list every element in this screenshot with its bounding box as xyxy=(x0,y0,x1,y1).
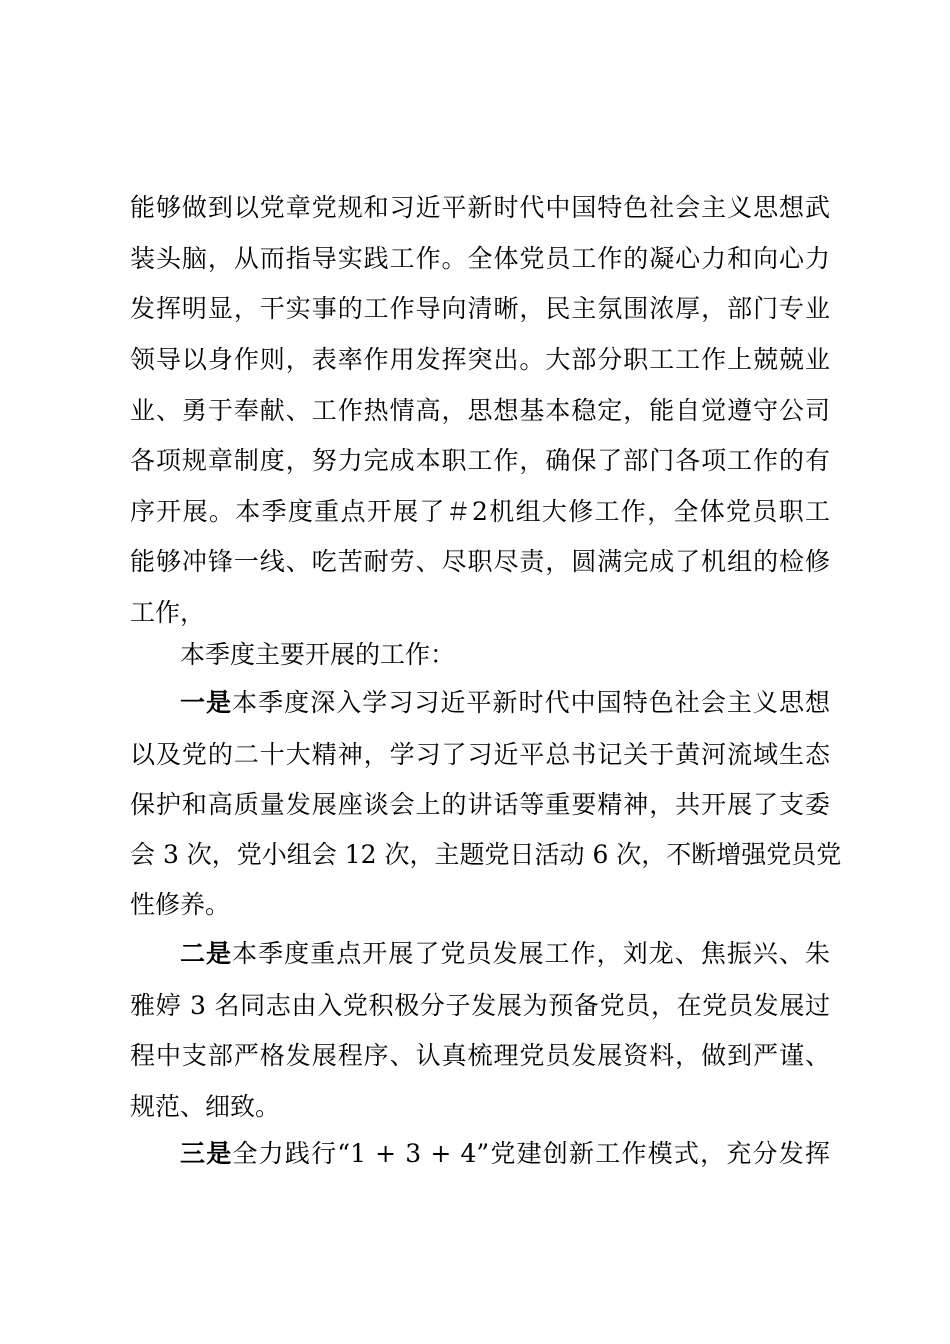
text-line: 以及党的二十大精神，学习了习近平总书记关于黄河流域生态 xyxy=(130,740,830,769)
text-line: 能够冲锋一线、吃苦耐劳、尽职尽责，圆满完成了机组的检修 xyxy=(130,547,830,576)
text-line: 本季度主要开展的工作： xyxy=(180,640,456,669)
text-line: 工作， xyxy=(130,598,206,627)
text-line: 发挥明显，干实事的工作导向清晰，民主氛围浓厚，部门专业 xyxy=(130,294,830,323)
text-line: 各项规章制度，努力完成本职工作，确保了部门各项工作的有 xyxy=(130,446,830,475)
text-line: 序开展。本季度重点开展了＃2机组大修工作，全体党员职工 xyxy=(130,497,830,526)
text-line: 会 3 次，党小组会 12 次，主题党日活动 6 次，不断增强党员党 xyxy=(130,840,842,869)
item-lead: 三是 xyxy=(180,1139,233,1168)
item-lead: 二是 xyxy=(180,939,233,968)
text-line-first xyxy=(180,688,830,718)
text-line: 保护和高质量发展座谈会上的讲话等重要精神，共开展了支委 xyxy=(130,790,830,819)
text-line: 程中支部严格发展程序、认真梳理党员发展资料，做到严谨、 xyxy=(130,1041,830,1070)
item-text: 本季度重点开展了党员发展工作，刘龙、焦振兴、朱 xyxy=(232,939,830,968)
text-line: 雅婷 3 名同志由入党积极分子发展为预备党员，在党员发展过 xyxy=(130,991,830,1020)
text-line: 装头脑，从而指导实践工作。全体党员工作的凝心力和向心力 xyxy=(130,244,830,273)
text-line: 规范、细致。 xyxy=(130,1092,281,1121)
item-text: 全力践行“1 + 3 + 4”党建创新工作模式，充分发挥 xyxy=(232,1139,830,1168)
text-line-first xyxy=(180,1139,830,1169)
text-line: 业、勇于奉献、工作热情高，思想基本稳定，能自觉遵守公司 xyxy=(130,396,830,425)
item-lead: 一是 xyxy=(180,688,233,717)
text-line: 领导以身作则，表率作用发挥突出。大部分职工工作上兢兢业 xyxy=(130,345,830,374)
item-text: 本季度深入学习习近平新时代中国特色社会主义思想 xyxy=(232,688,830,717)
text-line: 性修养。 xyxy=(130,890,231,919)
text-line-first xyxy=(180,939,830,969)
text-line: 能够做到以党章党规和习近平新时代中国特色社会主义思想武 xyxy=(130,193,830,222)
